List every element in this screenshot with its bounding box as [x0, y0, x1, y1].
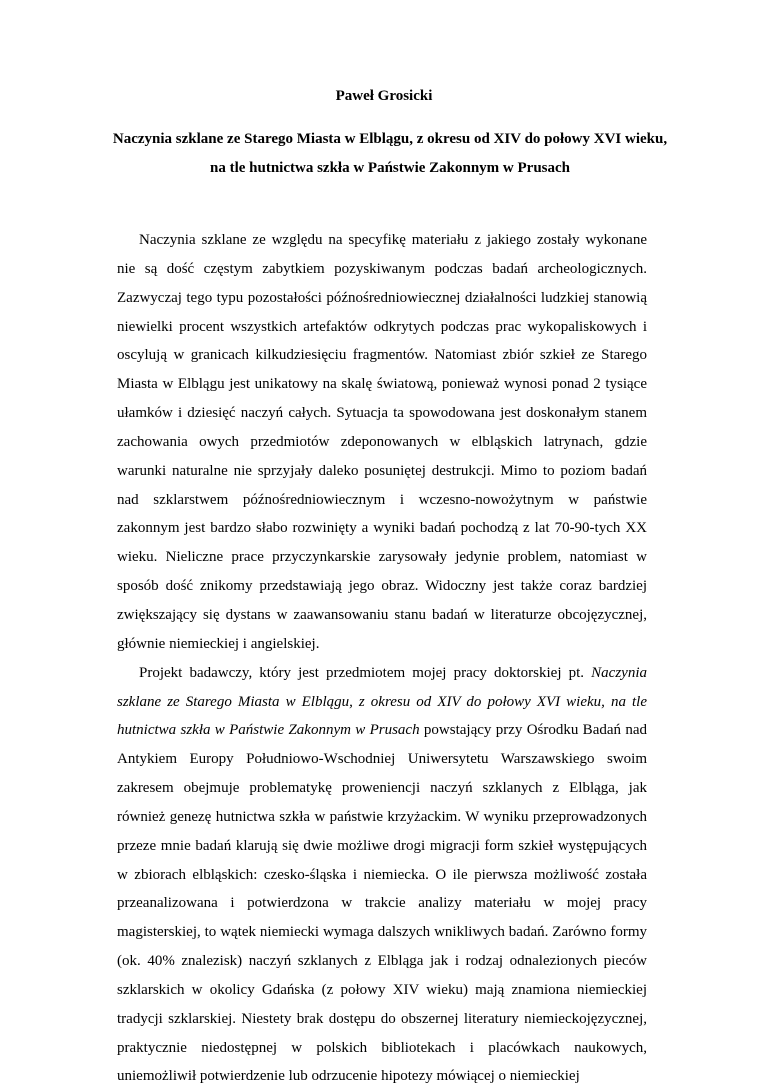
paragraph-1: Naczynia szklane ze względu na specyfikę materiału z jakiego zostały wykonane nie są dość częstym zabytkiem pozyskiwanym podczas badań archeologicznych. Zazwyczaj tego typu pozostałości późnośredniowiecznej działalności ludzkiej stanowią niewielki procent wszystkich artefaktów odkrytych podczas prac wykopaliskowych i oscylują w granicach kilkudziesięciu fragmentów. Natomiast zbiór szkieł ze Starego Miasta w Elblągu jest unikatowy na skalę światową, ponieważ wynosi ponad 2 tysiące ułamków i dziesięć naczyń całych. Sytuacja ta spowodowana jest doskonałym stanem zachowania owych przedmiotów zdeponowanych w elbląskich latrynach, gdzie warunki naturalne nie sprzyjały daleko posuniętej destrukcji. Mimo to poziom badań nad szklarstwem późnośredniowiecznym i wczesno-nowożytnym w państwie zakonnym jest bardzo słabo rozwinięty a wyniki badań pochodzą z lat 70-90-tych XX wieku. Nieliczne prace przyczynkarskie zarysowały jedynie problem, natomiast w sposób dość znikomy przedstawiają jego obraz. Widoczny jest także coraz bardziej zwiększający się dystans w zaawansowaniu stanu badań w literaturze obcojęzycznej, głównie niemieckiej i angielskiej. [117, 232, 647, 652]
paragraph-2 [117, 659, 647, 1091]
body-text [117, 226, 647, 1091]
paragraph-2-rest: powstający przy Ośrodku Badań nad Antykiem Europy Południowo-Wschodniej Uniwersytetu Warszawskiego swoim zakresem obejmuje problematykę proweniencji naczyń szklanych z Elbląga, jak również genezę hutnictwa szkła w państwie krzyżackim. W wyniku przeprowadzonych przeze mnie badań klarują się dwie możliwe drogi migracji form szkieł występujących w zbiorach elbląskich: czesko-śląska i niemiecka. O ile pierwsza możliwość została przeanalizowana i potwierdzona w trakcie analizy materiału w mojej pracy magisterskiej, to wątek niemiecki wymaga dalszych wnikliwych badań. Zarówno formy (ok. 40% znalezisk) naczyń szklanych z Elbląga jak i rodzaj odnalezionych pieców szklarskich w okolicy Gdańska (z połowy XIV wieku) mają znamiona niemieckiej tradycji szklarskiej. Niestety brak dostępu do obszernej literatury niemieckojęzycznej, praktycznie niedostępnej w polskich bibliotekach i placówkach naukowych, uniemożliwił potwierdzenie lub odrzucenie hipotezy mówiącej o niemieckiej [117, 722, 647, 1085]
author-name: Paweł Grosicki [335, 88, 433, 104]
document-title: Naczynia szklane ze Starego Miasta w Elblągu, z okresu od XIV do połowy XVI wieku, na tle hutnictwa szkła w Państwie Zakonnym w Prusach [112, 131, 668, 176]
thesis-title-italic: Naczynia szklane ze Starego Miasta w Elblągu, z okresu od XIV do połowy XVI wieku, na tle hutnictwa szkła w Państwie Zakonnym w Prusach [117, 664, 647, 739]
paragraph-2-intro: Projekt badawczy, który jest przedmiotem mojej pracy doktorskiej pt. [139, 664, 585, 681]
